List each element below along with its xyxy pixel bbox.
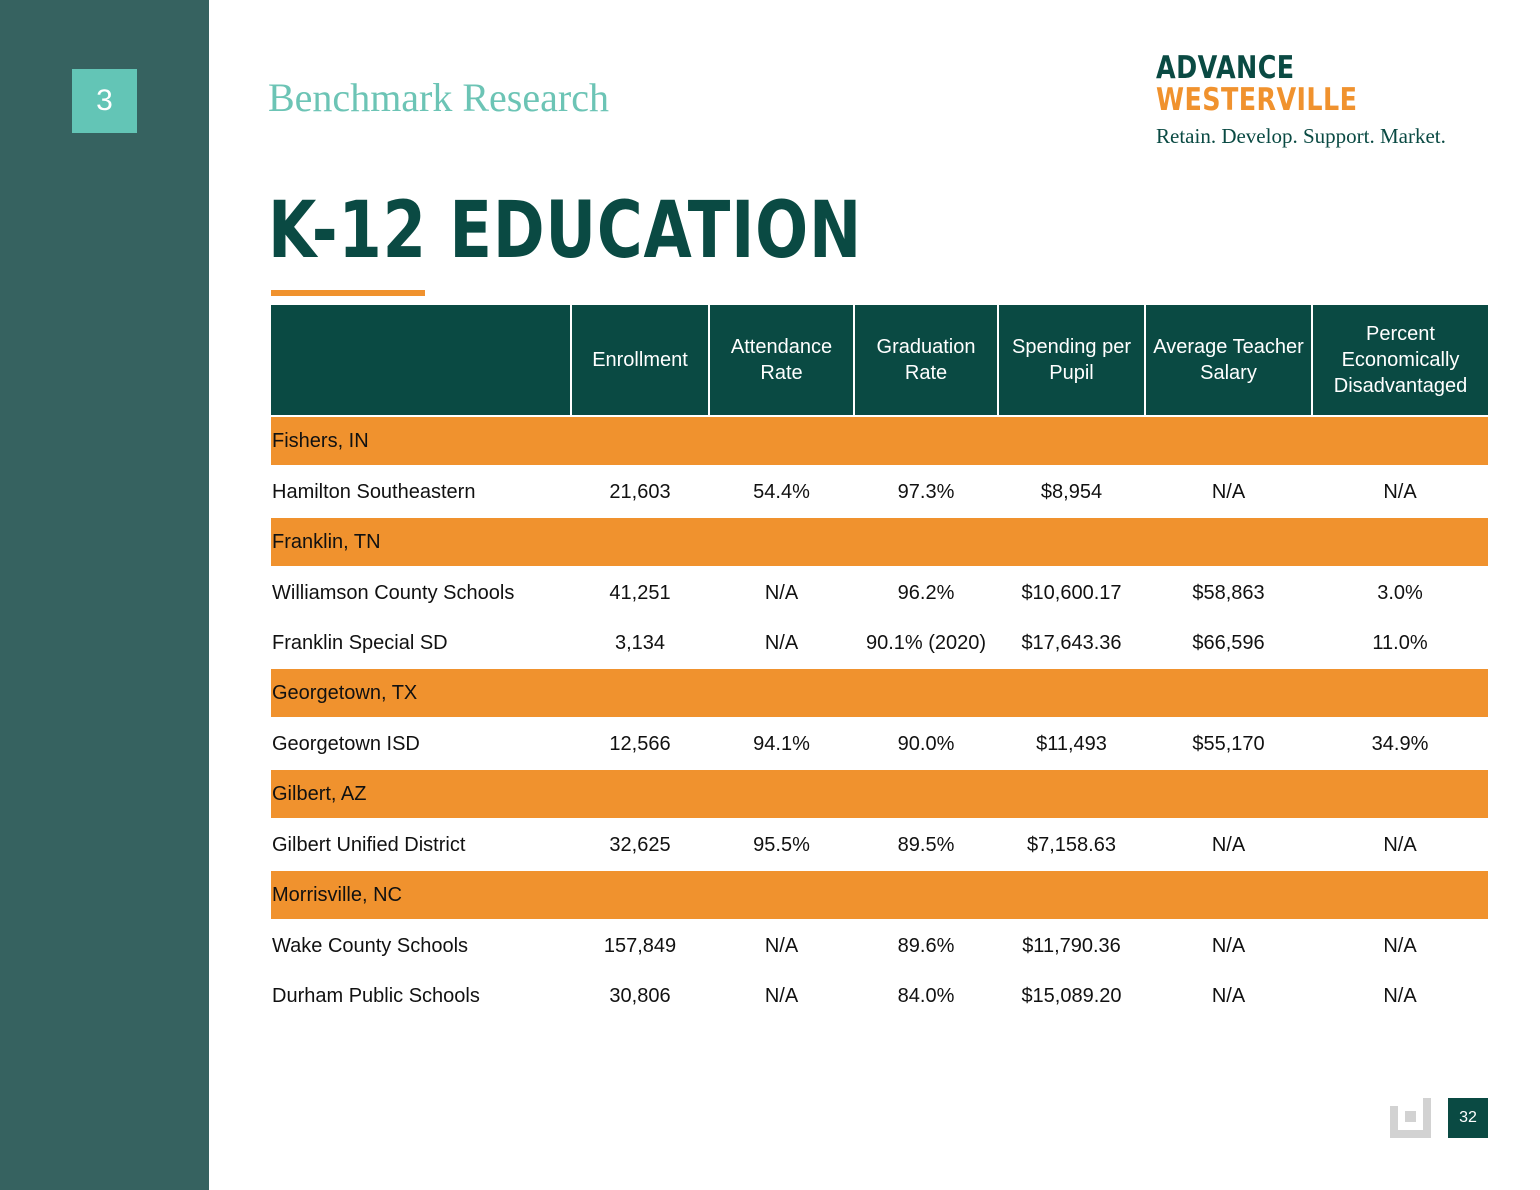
- cell-spending-per-pupil: $8,954: [1040, 480, 1103, 503]
- cell-average-teacher-salary: N/A: [1211, 833, 1246, 856]
- logo-tagline: Retain. Develop. Support. Market.: [1156, 124, 1446, 148]
- cell-percent-economically-disadvantaged: N/A: [1383, 934, 1417, 957]
- table-body: [271, 416, 1488, 1021]
- cell-attendance-rate: N/A: [764, 581, 799, 604]
- cell-enrollment: 30,806: [609, 984, 671, 1007]
- table-row: [271, 618, 1488, 669]
- page-number: 32: [1448, 1098, 1488, 1138]
- cell-graduation-rate: 89.6%: [897, 934, 955, 957]
- header-average-teacher-salary: Average Teacher Salary: [1145, 305, 1312, 416]
- location-label: Gilbert, AZ: [271, 770, 1488, 820]
- section-title: Benchmark Research: [268, 75, 609, 120]
- cell-attendance-rate: N/A: [764, 631, 799, 654]
- logo: [1156, 52, 1486, 116]
- table-row: [271, 971, 1488, 1021]
- cell-graduation-rate: 97.3%: [897, 480, 955, 503]
- cell-enrollment: 3,134: [614, 631, 666, 654]
- cell-attendance-rate: 95.5%: [753, 833, 810, 856]
- cell-enrollment: 12,566: [609, 732, 671, 755]
- location-group-row: [271, 416, 1488, 466]
- cell-spending-per-pupil: $11,493: [1036, 732, 1107, 755]
- table-row: [271, 819, 1488, 871]
- location-group-row: [271, 871, 1488, 921]
- section-number-badge: 3: [72, 69, 137, 133]
- table-header-row: [271, 305, 1488, 416]
- logo-line-advance: ADVANCE: [1156, 50, 1295, 86]
- cell-school-name: Durham Public Schools: [272, 984, 480, 1007]
- cell-spending-per-pupil: $10,600.17: [1021, 581, 1122, 604]
- table-row: [271, 567, 1488, 618]
- table-row: [271, 718, 1488, 770]
- location-label: Morrisville, NC: [271, 871, 1488, 921]
- cell-school-name: Franklin Special SD: [272, 631, 448, 654]
- cell-school-name: Williamson County Schools: [272, 581, 515, 604]
- cell-percent-economically-disadvantaged: 34.9%: [1371, 732, 1429, 755]
- sidebar: [0, 0, 209, 1190]
- location-label: Franklin, TN: [271, 518, 1488, 568]
- cell-percent-economically-disadvantaged: 3.0%: [1377, 581, 1423, 604]
- logo-line-westerville: WESTERVILLE: [1156, 82, 1358, 118]
- cell-school-name: Wake County Schools: [272, 934, 469, 957]
- cell-average-teacher-salary: N/A: [1211, 480, 1246, 503]
- location-label: Fishers, IN: [271, 416, 1488, 466]
- cell-average-teacher-salary: $55,170: [1192, 732, 1265, 755]
- location-label: Georgetown, TX: [271, 669, 1488, 719]
- cell-average-teacher-salary: N/A: [1211, 984, 1246, 1007]
- cell-graduation-rate: 90.0%: [897, 732, 955, 755]
- cell-graduation-rate: 96.2%: [897, 581, 955, 604]
- cell-graduation-rate: 84.0%: [897, 984, 955, 1007]
- cell-attendance-rate: N/A: [764, 984, 799, 1007]
- cell-percent-economically-disadvantaged: 11.0%: [1372, 631, 1428, 654]
- cell-average-teacher-salary: $66,596: [1192, 631, 1265, 654]
- cell-attendance-rate: N/A: [764, 934, 799, 957]
- cell-average-teacher-salary: N/A: [1211, 934, 1246, 957]
- location-group-row: [271, 669, 1488, 719]
- cell-graduation-rate: 89.5%: [897, 833, 955, 856]
- cell-average-teacher-salary: $58,863: [1192, 581, 1265, 604]
- cell-graduation-rate: 90.1% (2020): [865, 631, 987, 654]
- cell-spending-per-pupil: $17,643.36: [1021, 631, 1122, 654]
- cell-school-name: Georgetown ISD: [272, 732, 420, 755]
- cell-spending-per-pupil: $15,089.20: [1021, 984, 1122, 1007]
- building-block-icon: [1390, 1098, 1431, 1138]
- cell-enrollment: 157,849: [603, 934, 677, 957]
- header-attendance-rate: Attendance Rate: [709, 305, 854, 416]
- header-spending-per-pupil: Spending per Pupil: [998, 305, 1145, 416]
- cell-spending-per-pupil: $7,158.63: [1027, 833, 1116, 856]
- cell-percent-economically-disadvantaged: N/A: [1383, 984, 1417, 1007]
- header-percent-economically-disadvantaged: Percent Economically Disadvantaged: [1312, 305, 1488, 416]
- location-group-row: [271, 518, 1488, 568]
- title-accent-bar: [271, 290, 425, 296]
- location-group-row: [271, 770, 1488, 820]
- cell-enrollment: 41,251: [609, 581, 671, 604]
- cell-spending-per-pupil: $11,790.36: [1022, 934, 1121, 957]
- cell-attendance-rate: 54.4%: [753, 480, 810, 503]
- cell-percent-economically-disadvantaged: N/A: [1383, 480, 1417, 503]
- table-row: [271, 920, 1488, 971]
- cell-school-name: Hamilton Southeastern: [272, 480, 476, 503]
- cell-school-name: Gilbert Unified District: [272, 833, 466, 856]
- cell-percent-economically-disadvantaged: N/A: [1383, 833, 1417, 856]
- header-graduation-rate: Graduation Rate: [854, 305, 998, 416]
- header-cell-empty: [271, 305, 571, 416]
- cell-enrollment: 21,603: [609, 480, 671, 503]
- cell-attendance-rate: 94.1%: [753, 732, 810, 755]
- page-title: K-12 EDUCATION: [268, 186, 862, 276]
- header-enrollment: Enrollment: [571, 305, 709, 416]
- cell-enrollment: 32,625: [609, 833, 671, 856]
- table-row: [271, 466, 1488, 518]
- education-table: [271, 305, 1488, 1021]
